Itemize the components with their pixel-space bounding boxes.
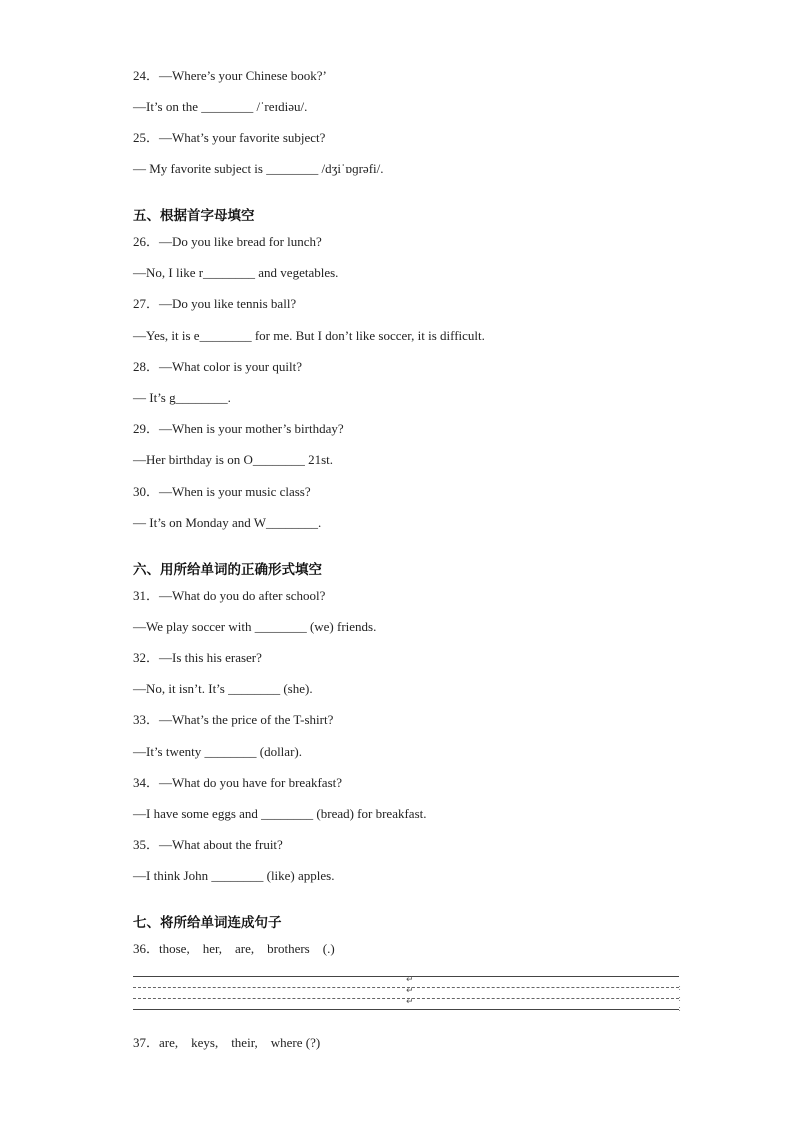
question-26: 26．—Do you like bread for lunch? [133,234,322,249]
section-6-heading: 六、用所给单词的正确形式填空 [133,562,322,578]
question-36: 36．those, her, are, brothers (.) [133,941,335,956]
paragraph-mark-icon: ↵ [406,975,414,985]
paragraph-mark-icon: ↵ [406,997,414,1007]
question-31: 31．—What do you do after school? [133,588,326,603]
edge-mark: : [678,994,681,1003]
question-37: 37．are, keys, their, where (?) [133,1035,321,1050]
question-28: 28．—What color is your quilt? [133,359,302,374]
answer-34: —I have some eggs and ________ (bread) for breakfast. [133,806,427,821]
question-25: 25．—What’s your favorite subject? [133,130,326,145]
question-33: 33．—What’s the price of the T-shirt? [133,712,334,727]
answer-33: —It’s twenty ________ (dollar). [133,744,302,759]
section-7-heading: 七、将所给单词连成句子 [133,915,282,931]
answer-24: —It’s on the ________ /ˈreɪdiəu/. [133,99,308,114]
question-30: 30．—When is your music class? [133,484,311,499]
edge-mark: : [678,1004,681,1013]
edge-mark: : [678,983,681,992]
question-32: 32．—Is this his eraser? [133,650,262,665]
question-29: 29．—When is your mother’s birthday? [133,421,344,436]
answer-29: —Her birthday is on O________ 21st. [133,452,334,467]
writing-line-bottom [133,1009,679,1010]
answer-writing-lines [133,974,681,1014]
question-34: 34．—What do you have for breakfast? [133,775,343,790]
question-35: 35．—What about the fruit? [133,837,283,852]
paragraph-mark-icon: ↵ [406,986,414,996]
section-5-heading: 五、根据首字母填空 [133,208,255,224]
answer-30: — It’s on Monday and W________. [133,515,322,530]
answer-28: — It’s g________. [133,390,231,405]
answer-31: —We play soccer with ________ (we) friends. [133,619,377,634]
answer-25: — My favorite subject is ________ /dʒiˈɒɡrəfi/. [133,161,384,176]
answer-32: —No, it isn’t. It’s ________ (she). [133,681,313,696]
question-27: 27．—Do you like tennis ball? [133,296,297,311]
answer-27: —Yes, it is e________ for me. But I don’t like soccer, it is difficult. [133,328,485,343]
answer-26: —No, I like r________ and vegetables. [133,265,339,280]
answer-35: —I think John ________ (like) apples. [133,868,335,883]
question-24: 24．—Where’s your Chinese book?’ [133,68,327,83]
